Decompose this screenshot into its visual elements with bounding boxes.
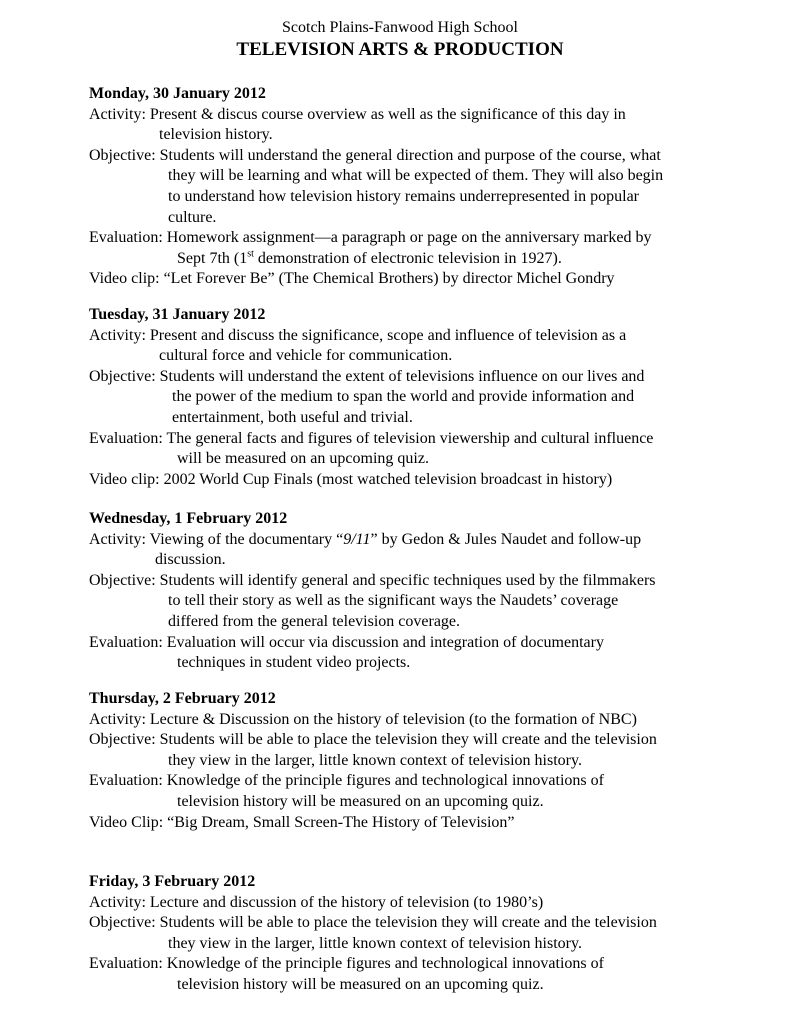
- objective: [89, 571, 769, 633]
- activity: [89, 105, 769, 146]
- activity-line: television history.: [159, 126, 273, 144]
- evaluation-line: Evaluation: Knowledge of the principle figures and technological innovations of: [89, 772, 604, 790]
- activity-line: discussion.: [155, 551, 226, 569]
- objective-line: Objective: Students will understand the general direction and purpose of the course, what: [89, 146, 661, 164]
- objective: [89, 367, 769, 429]
- video-clip: Video Clip: “Big Dream, Small Screen-The History of Television”: [89, 813, 515, 831]
- activity-text: ” by Gedon & Jules Naudet and follow-up: [370, 530, 642, 548]
- day-friday: [89, 872, 769, 996]
- school-name: Scotch Plains-Fanwood High School: [282, 19, 518, 36]
- evaluation: [89, 633, 769, 674]
- activity: [89, 893, 769, 914]
- objective-line: the power of the medium to span the world and provide information and: [172, 388, 635, 406]
- activity: [89, 530, 769, 571]
- day-thursday: [89, 689, 769, 833]
- objective: [89, 913, 769, 954]
- objective-line: culture.: [168, 208, 217, 226]
- evaluation-line: Evaluation: Evaluation will occur via discussion and integration of documentary: [89, 633, 604, 651]
- objective-line: to understand how television history remains underrepresented in popular: [168, 187, 639, 205]
- activity: [89, 710, 769, 731]
- objective-line: Objective: Students will be able to place the television they will create and the television: [89, 731, 657, 749]
- evaluation-line: [89, 249, 769, 270]
- video-clip: Video clip: 2002 World Cup Finals (most watched television broadcast in history): [89, 470, 613, 488]
- evaluation: [89, 954, 769, 995]
- objective-line: differed from the general television coverage.: [168, 612, 461, 630]
- evaluation: [89, 771, 769, 812]
- activity: [89, 326, 769, 367]
- video-clip: Video clip: “Let Forever Be” (The Chemical Brothers) by director Michel Gondry: [89, 270, 615, 288]
- day-title: Monday, 30 January 2012: [89, 85, 266, 102]
- evaluation-line: television history will be measured on an upcoming quiz.: [177, 792, 544, 810]
- objective: [89, 730, 769, 771]
- day-title: Wednesday, 1 February 2012: [89, 510, 288, 527]
- activity-line: [89, 531, 641, 548]
- objective: [89, 146, 769, 228]
- evaluation: [89, 228, 769, 269]
- evaluation-line: Evaluation: Homework assignment—a paragraph or page on the anniversary marked by: [89, 229, 652, 247]
- evaluation-text: Sept 7th (1: [177, 249, 248, 267]
- objective-line: they view in the larger, little known context of television history.: [168, 934, 582, 952]
- objective-line: they view in the larger, little known context of television history.: [168, 751, 582, 769]
- objective-line: Objective: Students will understand the extent of televisions influence on our lives and: [89, 367, 645, 385]
- day-title: Tuesday, 31 January 2012: [89, 306, 266, 323]
- day-title: Thursday, 2 February 2012: [89, 690, 276, 707]
- ordinal-superscript: st: [247, 248, 254, 260]
- document-header: [0, 18, 800, 62]
- evaluation-line: Evaluation: Knowledge of the principle figures and technological innovations of: [89, 955, 604, 973]
- evaluation-line: Evaluation: The general facts and figures of television viewership and cultural influence: [89, 429, 654, 447]
- activity-line: cultural force and vehicle for communication.: [159, 347, 453, 365]
- activity-line: Activity: Lecture & Discussion on the history of television (to the formation of NBC): [89, 710, 637, 728]
- activity-line: Activity: Present and discuss the significance, scope and influence of television as a: [89, 326, 627, 344]
- day-monday: [89, 84, 769, 290]
- evaluation-text: demonstration of electronic television in 1927).: [253, 249, 562, 267]
- documentary-title: 9/11: [343, 530, 371, 548]
- objective-line: entertainment, both useful and trivial.: [172, 408, 413, 426]
- activity-line: Activity: Lecture and discussion of the history of television (to 1980’s): [89, 893, 544, 911]
- objective-line: Objective: Students will be able to place the television they will create and the television: [89, 914, 657, 932]
- day-wednesday: [89, 509, 769, 674]
- day-tuesday: [89, 305, 769, 490]
- evaluation-line: techniques in student video projects.: [177, 654, 411, 672]
- activity-line: Activity: Present & discus course overview as well as the significance of this day in: [89, 105, 626, 123]
- course-title: TELEVISION ARTS & PRODUCTION: [236, 39, 564, 60]
- objective-line: Objective: Students will identify general and specific techniques used by the filmmakers: [89, 571, 656, 589]
- objective-line: to tell their story as well as the significant ways the Naudets’ coverage: [168, 592, 619, 610]
- evaluation: [89, 429, 769, 470]
- objective-line: they will be learning and what will be expected of them. They will also begin: [168, 167, 664, 185]
- day-title: Friday, 3 February 2012: [89, 873, 256, 890]
- evaluation-line: will be measured on an upcoming quiz.: [177, 450, 429, 468]
- activity-text: Activity: Viewing of the documentary “: [89, 530, 344, 548]
- evaluation-line: television history will be measured on an upcoming quiz.: [177, 975, 544, 993]
